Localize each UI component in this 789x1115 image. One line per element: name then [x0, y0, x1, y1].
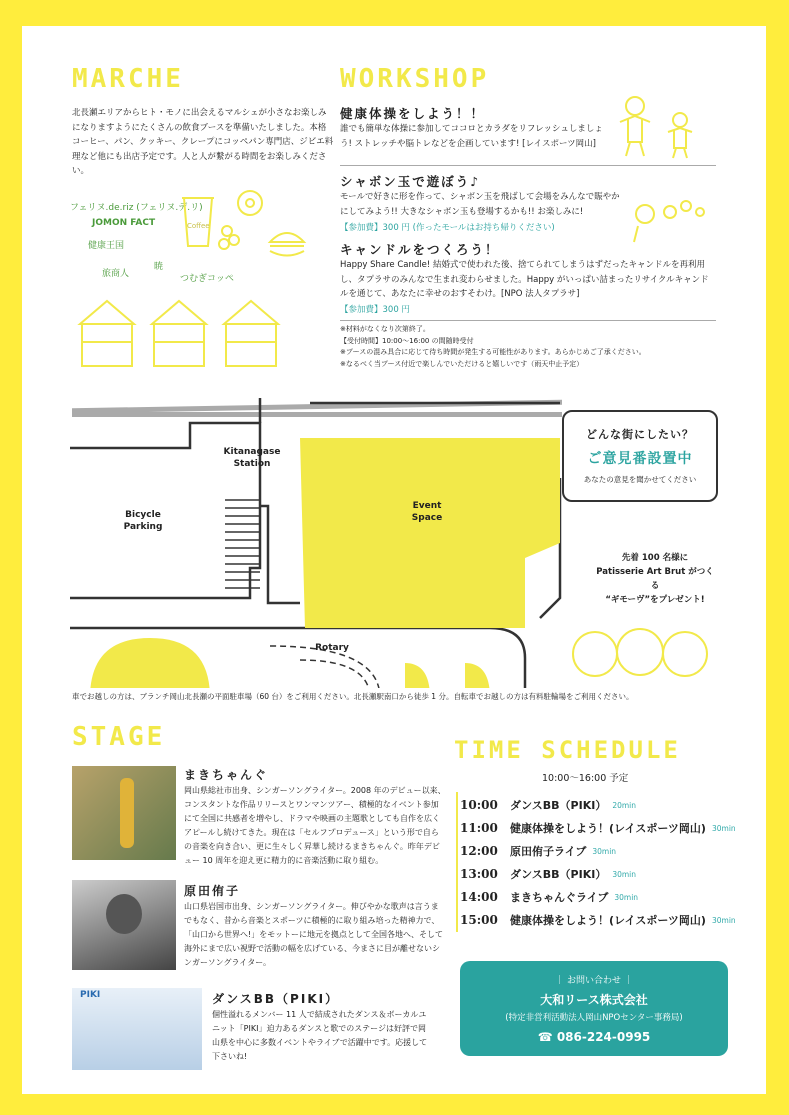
- vendor-5: 暁: [154, 262, 164, 272]
- gift-line-3: “ギモーヴ”をプレゼント!: [605, 595, 705, 605]
- schedule-duration: 30min: [711, 915, 736, 925]
- phone-icon: ☎: [537, 1030, 557, 1044]
- map-station-label: Kitanagase Station: [223, 447, 281, 469]
- schedule-row-3: [460, 840, 616, 862]
- note-1: ※材料がなくなり次第終了。: [340, 325, 430, 333]
- contact-company: 大和リース株式会社: [540, 993, 648, 1007]
- gift-note: [596, 551, 714, 607]
- map-event-label: Event Space: [411, 501, 443, 523]
- cup-label: Coffee: [187, 222, 210, 230]
- schedule-row-2: [460, 817, 736, 839]
- schedule-subtitle: 10:00～16:00 予定: [542, 773, 629, 784]
- note-2: 【受付時間】10:00～16:00 の間随時受付: [340, 336, 474, 345]
- contact-phone-row: [460, 1030, 728, 1044]
- schedule-duration: 30min: [711, 823, 736, 833]
- contact-sub: (特定非営利活動法人岡山NPOセンター事務局): [505, 1013, 683, 1023]
- people-illustration: [610, 94, 720, 244]
- performer-1-photo: [72, 766, 176, 860]
- schedule-time: 11:00: [460, 821, 498, 835]
- schedule-duration: 30min: [612, 869, 637, 879]
- schedule-act: ダンスBB（PIKI）: [510, 868, 607, 881]
- workshop-2-price: 【参加費】300 円 (作ったモールはお持ち帰りください): [340, 223, 555, 233]
- workshop-title: WORKSHOP: [340, 64, 490, 94]
- performer-3-bio: 個性溢れるメンバー 11 人で結成されたダンス＆ボーカルユニット「PIKI」迫力あるダンスと歌でのステージは好評で岡山県を中心に多数イベントやライブで活躍中です。応援して下さいね!: [212, 1010, 428, 1061]
- workshop-3-title: キャンドルをつくろう！: [340, 242, 500, 257]
- divider-2: [340, 320, 716, 321]
- tent-illustration: [72, 296, 302, 376]
- performer-3-photo-label: PIKI: [80, 990, 101, 1000]
- performer-2-name: 原田侑子: [184, 884, 241, 898]
- vendor-6: つむぎコッペ: [180, 274, 234, 284]
- schedule-row-5: [460, 886, 638, 908]
- performer-2-bio: 山口県岩国市出身、シンガーソングライター。伸びやかな歌声は言うまでもなく、昔から音楽とスポーツに積極的に取り組み培った精神力で、「山口から世界へ!」をモットーに地元を拠点として全国各地へ、そして海外にまで広い視野で活動の幅を広げている、今まさに目が離せないシンガーソングライター。: [184, 902, 443, 967]
- schedule-time: 15:00: [460, 913, 498, 927]
- food-illustration: [172, 176, 322, 276]
- workshop-1-title: 健康体操をしよう！！: [340, 106, 486, 121]
- schedule-row-1: [460, 794, 636, 816]
- schedule-duration: 20min: [612, 800, 637, 810]
- schedule-time: 14:00: [460, 890, 498, 904]
- schedule-bar: [456, 792, 458, 932]
- marche-title: MARCHE: [72, 64, 184, 94]
- vendor-4: 旅商人: [102, 269, 130, 279]
- contact-box: [460, 961, 728, 1056]
- workshop-2-text: モールで好きに形を作って、シャボン玉を飛ばして会場をみんなで賑やかにしてみよう!! 大きなシャボン玉も登場するかも!! お楽しみに!: [340, 192, 620, 217]
- performer-1-name: まきちゃんぐ: [184, 768, 269, 782]
- marche-description: 北長瀬エリアからヒト・モノに出会えるマルシェが小さなお楽しみになりますようにたくさんの飲食ブースを準備いたしました。本格コーヒー、パン、クッキー、クレープにコッペパン専門店、ジビエ料理など他にも出店予定です。人と人が繋がる時間をお楽しみください。: [72, 108, 334, 176]
- schedule-row-4: [460, 863, 636, 885]
- performer-3-name: ダンスBB（PIKI）: [212, 992, 340, 1006]
- note-4: ※なるべく当ブース付近で楽しんでいただけると嬉しいです（雨天中止予定）: [340, 359, 584, 368]
- schedule-act: ダンスBB（PIKI）: [510, 799, 607, 812]
- schedule-act: 健康体操をしよう！(レイスポーツ岡山): [510, 914, 706, 927]
- bubble-line-3: あなたの意見を聞かせてください: [583, 475, 697, 484]
- note-3: ※ブースの混み具合に応じて待ち時間が発生する可能性があります。あらかじめご了承ください。: [340, 348, 646, 356]
- map-bicycle-label: Bicycle Parking: [123, 510, 163, 532]
- schedule-act: 原田侑子ライブ: [510, 845, 587, 858]
- gift-line-1: 先着 100 名様に: [621, 553, 689, 563]
- schedule-time: 12:00: [460, 844, 498, 858]
- stage-title: STAGE: [72, 722, 166, 752]
- vendor-1: フェリヌ.de.riz (フェリヌ.デ.リ): [70, 203, 203, 213]
- schedule-duration: 30min: [592, 846, 617, 856]
- workshop-1-text: 誰でも簡単な体操に参加してココロとカラダをリフレッシュしましょう! ストレッチや脳トレなどを企画しています! [レイスポーツ岡山]: [340, 124, 603, 149]
- workshop-3-text: Happy Share Candle! 結婚式で使われた後、捨てられてしまうはずだったキャンドルを再利用し、タプラサのみんなで生まれ変わらせました。Happy がいっぱい詰まったリサイクルキャンドルを通じて、あなたに幸せのおすそわけ。[NPO 法人タプラサ]: [340, 260, 709, 299]
- gift-line-2: Patisserie Art Brut がつくる: [596, 567, 714, 591]
- opinion-bubble: [562, 410, 718, 502]
- vendor-3: 健康王国: [88, 241, 125, 251]
- contact-label: ｜ お問い合わせ ｜: [555, 976, 633, 986]
- contact-phone[interactable]: 086-224-0995: [556, 1030, 651, 1044]
- performer-2-photo: [72, 880, 176, 970]
- workshop-2-title: シャボン玉で遊ぼう♪: [340, 174, 481, 189]
- schedule-row-6: [460, 909, 736, 931]
- schedule-time: 10:00: [460, 798, 498, 812]
- schedule-act: まきちゃんぐライブ: [510, 891, 609, 904]
- bubble-line-2: ご意見番設置中: [587, 451, 693, 467]
- flyer-sheet: [22, 26, 766, 1094]
- faces-illustration: [567, 614, 717, 684]
- map-rotary-label: Rotary: [315, 643, 349, 653]
- workshop-3-price: 【参加費】300 円: [340, 305, 410, 315]
- schedule-title: TIME SCHEDULE: [454, 736, 681, 764]
- performer-3-photo: [72, 988, 202, 1070]
- schedule-duration: 30min: [614, 892, 639, 902]
- bubble-line-1: どんな街にしたい？: [586, 428, 694, 441]
- performer-1-bio: 岡山県総社市出身、シンガーソングライター。2008 年のデビュー以来、コンスタントな作品リリースとワンマンツアー、積極的なイベント参加にて全国に共感者を増やし、ドラマや映画の主題歌としても自作を広くアピールし続けてきた。現在は「セルフプロデュース」という形で自らの音楽を向き合い、更に生々しく昇華し続けるまきちゃんぐ。昨年デビュー 10 周年を迎え更に精力的に音楽活動に取り組む。: [184, 786, 446, 865]
- map-access-note: 車でお越しの方は、ブランチ岡山北長瀬の平面駐車場（60 台）をご利用ください。北長瀬駅南口から徒歩 1 分。自転車でお越しの方は有料駐輪場をご利用ください。: [72, 692, 634, 701]
- vendor-2: JOMON FACT: [92, 218, 156, 228]
- schedule-act: 健康体操をしよう！(レイスポーツ岡山): [510, 822, 706, 835]
- workshop-notes: [340, 324, 646, 370]
- schedule-time: 13:00: [460, 867, 498, 881]
